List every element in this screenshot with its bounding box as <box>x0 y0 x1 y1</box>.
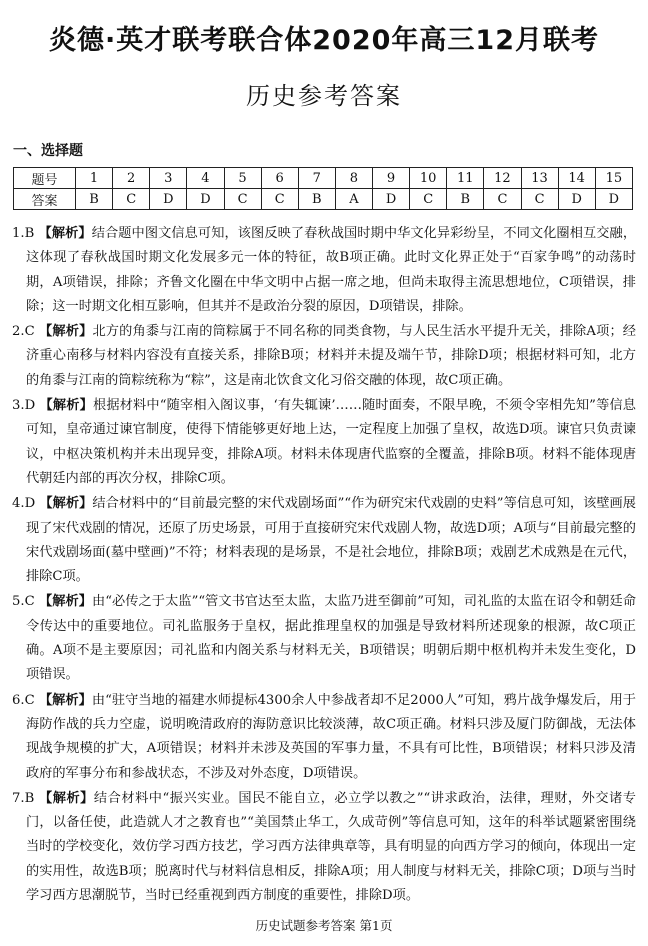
question-number-cell: 10 <box>410 168 447 189</box>
answer-cell: C <box>113 189 150 210</box>
analysis-tag: 【解析】 <box>38 594 92 610</box>
explanation-list <box>12 222 636 909</box>
question-number-cell: 1 <box>76 168 113 189</box>
analysis-tag: 【解析】 <box>38 226 92 241</box>
answer-cell: D <box>558 189 595 210</box>
item-prefix: 7.B <box>12 790 35 806</box>
answer-cell: D <box>187 189 224 210</box>
analysis-tag: 【解析】 <box>38 692 92 708</box>
answer-cell: C <box>521 189 558 210</box>
question-number-cell: 15 <box>595 168 632 189</box>
answer-cell: C <box>261 189 298 210</box>
explanation-item <box>12 492 636 589</box>
item-prefix: 3.D <box>12 398 36 414</box>
question-number-cell: 13 <box>521 168 558 189</box>
analysis-tag: 【解析】 <box>39 496 93 512</box>
explanation-text: 由“必传之于太监”“管文书官达至太监，太监乃进至御前”可知，司礼监的太监在诏令和朝廷命令传达中的重要地位。司礼监服务于皇权，据此推理皇权的加强是导致材料所述现象的根源，故C项正确。A项不是主要原因；司礼监和内阁关系与材料无关，B项错误；明朝后期中枢机构并未发生变化，D项错误。 <box>26 594 637 683</box>
explanation-item <box>12 590 636 687</box>
page-footer: 历史试题参考答案 第1页 <box>255 918 393 933</box>
analysis-tag: 【解析】 <box>39 398 93 414</box>
answer-cell: D <box>150 189 187 210</box>
explanation-item <box>12 394 636 491</box>
question-number-cell: 5 <box>224 168 261 189</box>
answer-cell: D <box>595 189 632 210</box>
answer-cell: B <box>76 189 113 210</box>
question-number-cell: 12 <box>484 168 521 189</box>
question-number-cell: 2 <box>113 168 150 189</box>
answer-cell: C <box>484 189 521 210</box>
analysis-tag: 【解析】 <box>39 790 94 806</box>
item-prefix: 5.C <box>12 594 35 610</box>
question-number-cell: 6 <box>261 168 298 189</box>
question-number-cell: 8 <box>335 168 372 189</box>
question-number-cell: 14 <box>558 168 595 189</box>
question-number-cell: 9 <box>373 168 410 189</box>
explanation-item <box>12 787 636 908</box>
analysis-tag: 【解析】 <box>39 324 93 340</box>
explanation-item <box>12 320 636 393</box>
explanation-item <box>12 689 636 786</box>
explanation-text: 结合材料中“振兴实业。国民不能自立，必立学以教之”“讲求政治，法律，理财，外交诸专门，以备任使，此造就人才之教育也”“美国禁止华工，久成苛例”等信息可知，这年的科举试题紧密围绕当时的学校变化，效仿学习西方技艺，学习西方法律典章等，具有明显的向西方学习的倾向，体现出一定的实用性，故选B项；脱离时代与材料信息相反，排除A项；用人制度与材料无关，排除C项；D项与当时学习西方思潮脱节，当时已经重视到西方制度的重要性，排除D项。 <box>26 790 636 904</box>
explanation-text: 结合材料中的“目前最完整的宋代戏剧场面”“作为研究宋代戏剧的史料”等信息可知，该壁画展现了宋代戏剧的情况，还原了历史场景，可用于直接研究宋代戏剧人物，故选D项；A项与“目前最完整的宋代戏剧场面(墓中壁画)”不符；材料表现的是场景，不是社会地位，排除B项；戏剧艺术成熟是在元代，排除C项。 <box>26 496 636 585</box>
row-label: 题号 <box>14 168 76 189</box>
item-prefix: 4.D <box>12 496 36 512</box>
item-prefix: 2.C <box>12 324 35 340</box>
question-number-cell: 3 <box>150 168 187 189</box>
question-number-cell: 11 <box>447 168 484 189</box>
answer-cell: B <box>298 189 335 210</box>
explanation-text: 由“驻守当地的福建水师提标4300余人中参战者却不足2000人”可知，鸦片战争爆发后，用于海防作战的兵力空虚，说明晚清政府的海防意识比较淡薄，故C项正确。材料只涉及厦门防御战，无法体现战争规模的扩大，A项错误；材料并未涉及英国的军事力量，不具有可比性，B项错误；材料只涉及清政府的军事分布和参战状态，不涉及对外态度，D项错误。 <box>26 692 636 781</box>
explanation-item <box>12 222 636 319</box>
answer-cell: D <box>373 189 410 210</box>
answer-cell: B <box>447 189 484 210</box>
answer-table <box>13 167 633 210</box>
document-subtitle: 历史参考答案 <box>246 82 402 110</box>
question-number-cell: 4 <box>187 168 224 189</box>
document-title: 炎德·英才联考联合体2020年高三12月联考 <box>49 25 599 56</box>
row-label: 答案 <box>14 189 76 210</box>
item-prefix: 6.C <box>12 692 35 708</box>
answer-cell: A <box>335 189 372 210</box>
question-number-row <box>14 168 633 189</box>
section-title: 一、选择题 <box>13 143 83 159</box>
question-number-cell: 7 <box>298 168 335 189</box>
item-prefix: 1.B <box>12 226 35 241</box>
explanation-text: 结合题中图文信息可知，该图反映了春秋战国时期中华文化异彩纷呈，不同文化圈相互交融，这体现了春秋战国时期文化发展多元一体的特征，故B项正确。此时文化界正处于“百家争鸣”的动荡时期，A项错误，排除；齐鲁文化圈在中华文明中占据一席之地，但尚未取得主流思想地位，C项错误，排除；这一时期文化相互影响，但其并不是政治分裂的原因，D项错误，排除。 <box>26 226 637 314</box>
explanation-text: 北方的角黍与江南的筒粽属于不同名称的同类食物，与人民生活水平提升无关，排除A项；经济重心南移与材料内容没有直接关系，排除B项；材料并未提及端午节，排除D项；根据材料可知，北方的角黍与江南的筒粽统称为“粽”，这是南北饮食文化习俗交融的体现，故C项正确。 <box>26 324 636 388</box>
answer-row <box>14 189 633 210</box>
answer-cell: C <box>224 189 261 210</box>
answer-cell: C <box>410 189 447 210</box>
explanation-text: 根据材料中“随宰相入阁议事，‘有失辄谏’……随时面奏，不限早晚，不须令宰相先知”等信息可知，皇帝通过谏官制度，使得下情能够更好地上达，一定程度上加强了皇权，故选D项。谏官只负责谏议，中枢决策机构并未出现异变，排除A项。材料未体现唐代监察的全覆盖，排除B项。材料不能体现唐代朝廷内部的再次分权，排除C项。 <box>26 398 636 486</box>
